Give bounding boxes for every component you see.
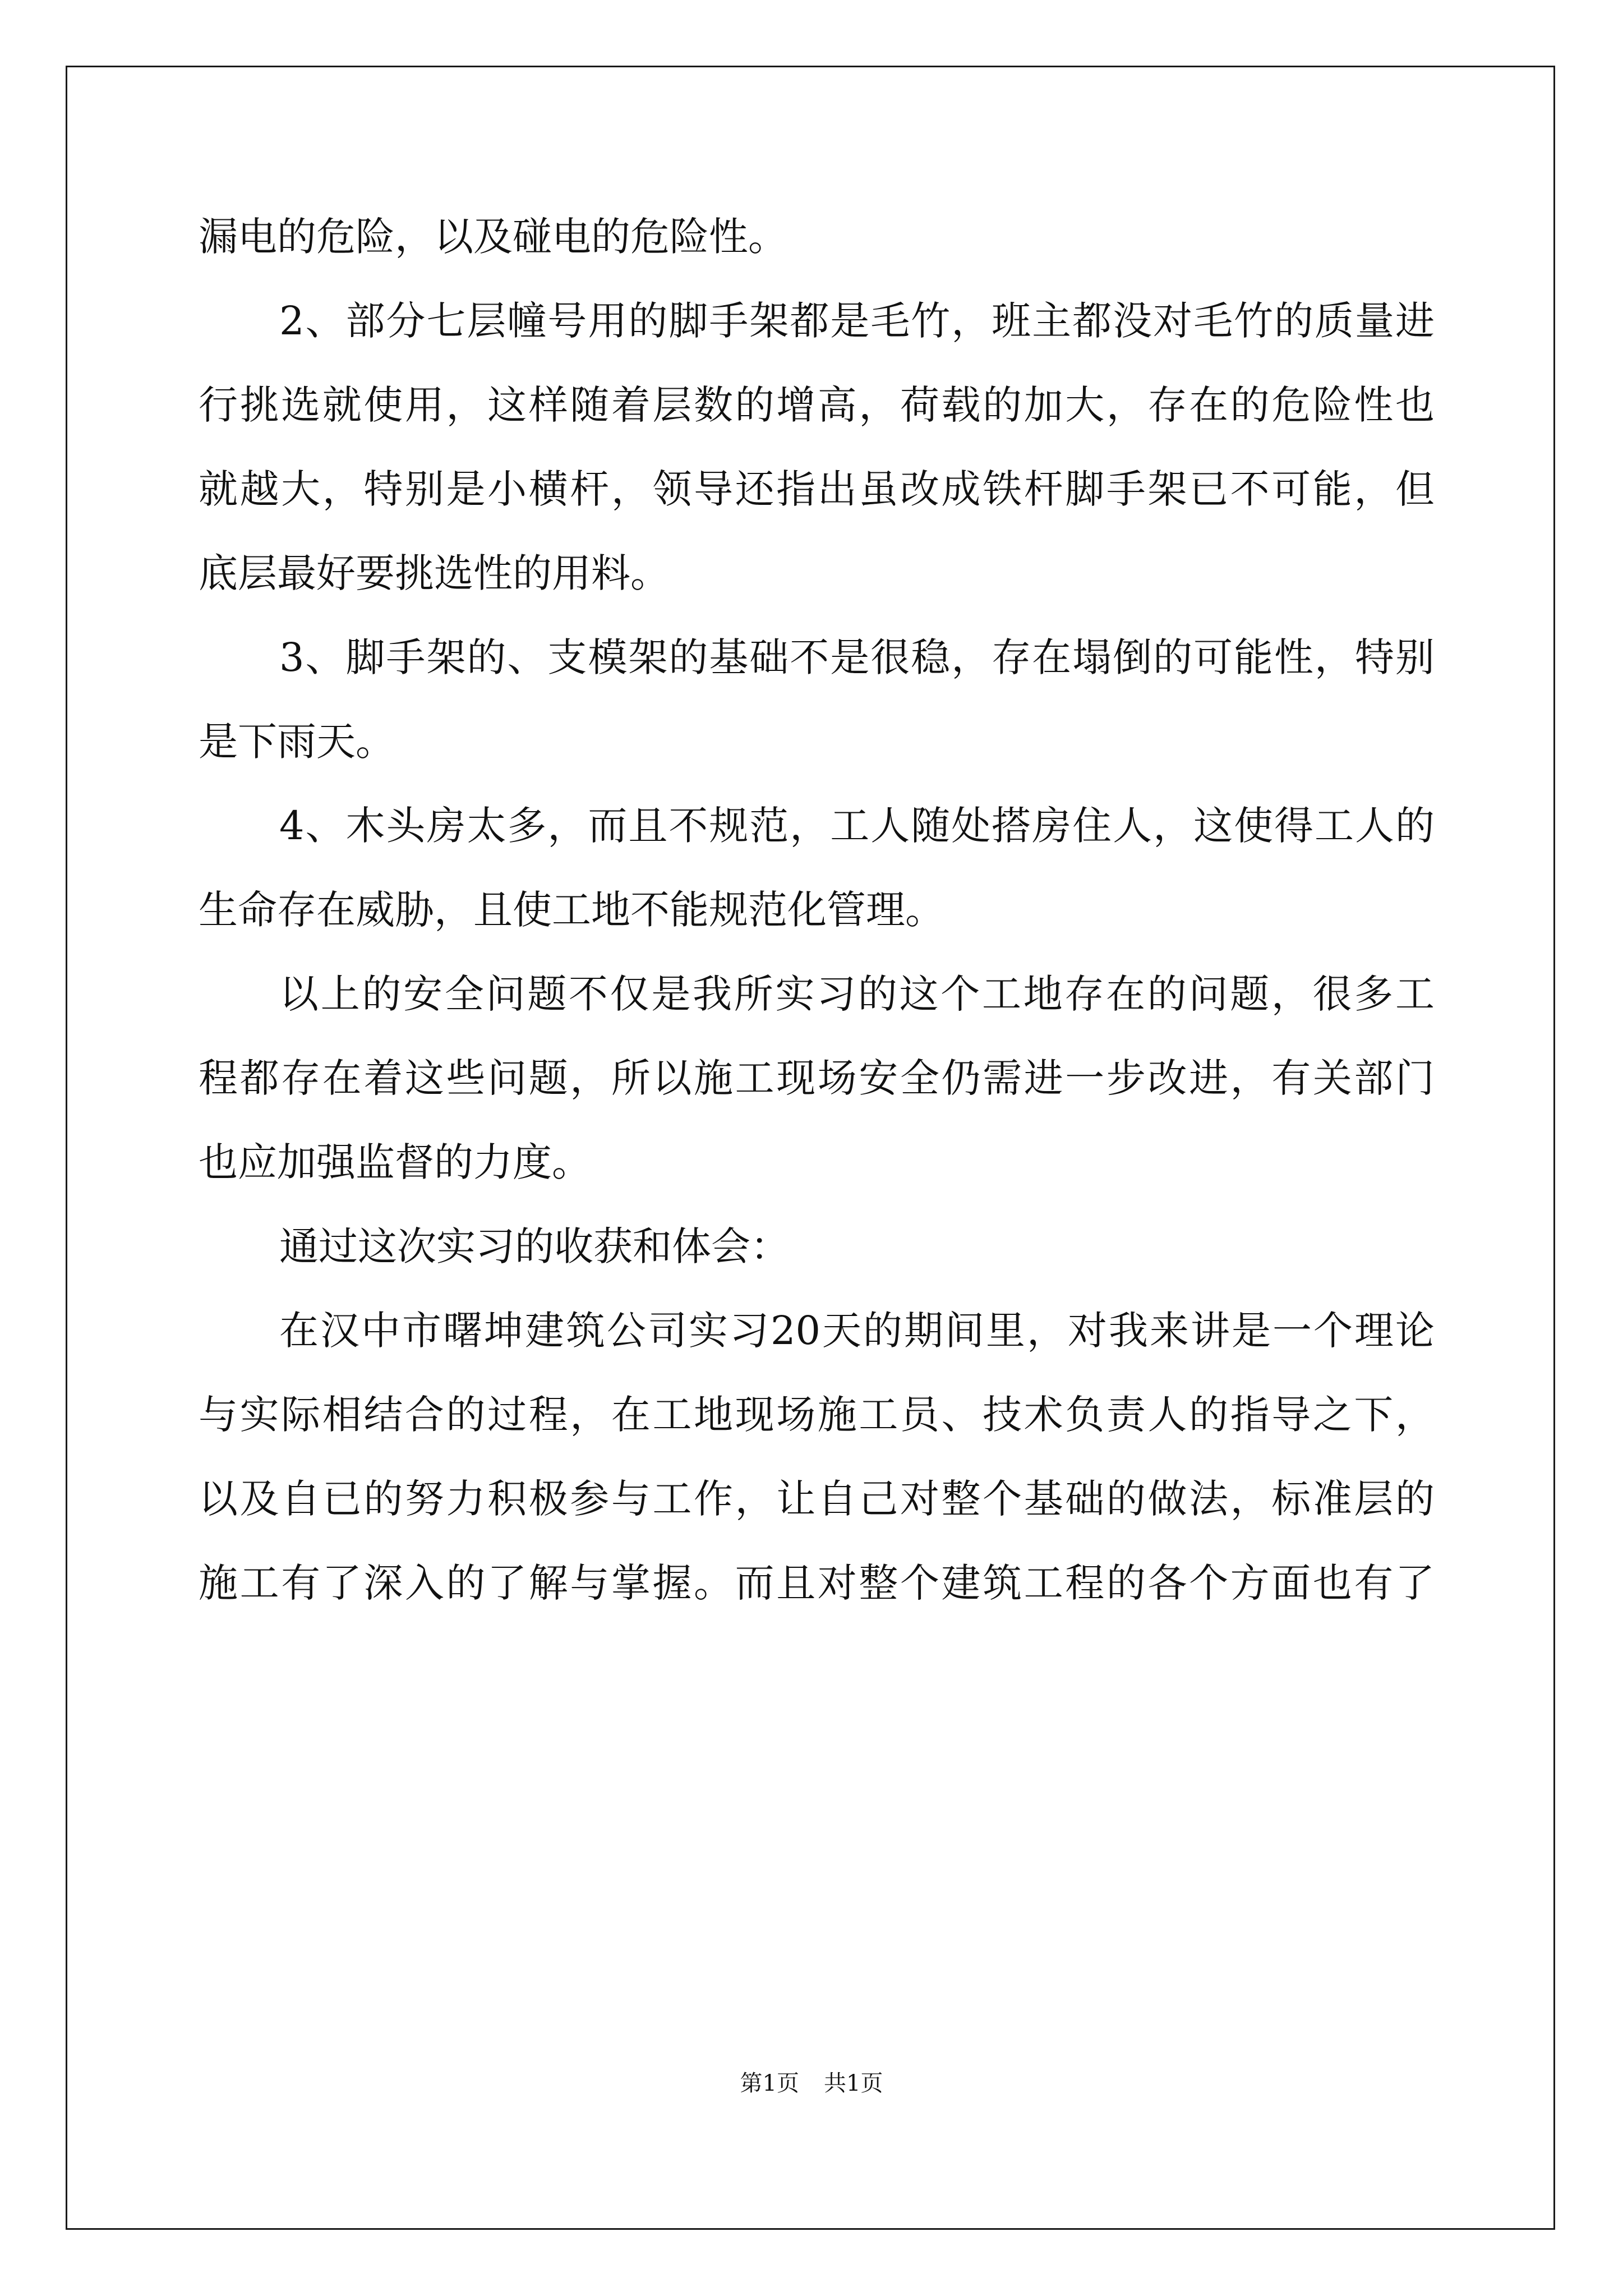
text-line: 程都存在着这些问题，所以施工现场安全仍需进一步改进，有关部门 (199, 1055, 1435, 1101)
text-line: 生命存在威胁，且使工地不能规范化管理。 (199, 887, 944, 933)
text-line: 漏电的危险，以及碰电的危险性。 (199, 214, 787, 260)
text-line: 在汉中市曙坤建筑公司实习20天的期间里，对我来讲是一个理论 (279, 1308, 1435, 1354)
page-footer (0, 2065, 1623, 2097)
page-number: 第1页 (740, 2070, 799, 2096)
text-line: 通过这次实习的收获和体会： (279, 1223, 790, 1269)
text-line: 2、部分七层幢号用的脚手架都是毛竹，班主都没对毛竹的质量进 (279, 298, 1435, 344)
text-line: 以上的安全问题不仅是我所实习的这个工地存在的问题，很多工 (279, 971, 1435, 1017)
text-line: 4、木头房太多，而且不规范，工人随处搭房住人，这使得工人的 (279, 803, 1435, 849)
text-line: 与实际相结合的过程，在工地现场施工员、技术负责人的指导之下， (199, 1392, 1435, 1438)
text-line: 3、脚手架的、支模架的基础不是很稳，存在塌倒的可能性，特别 (279, 634, 1435, 680)
text-line: 就越大，特别是小横杆，领导还指出虽改成铁杆脚手架已不可能，但 (199, 466, 1435, 512)
page-total: 共1页 (824, 2070, 883, 2096)
text-line: 以及自已的努力积极参与工作，让自己对整个基础的做法，标准层的 (199, 1476, 1435, 1522)
text-line: 是下雨天。 (199, 719, 395, 765)
text-line: 施工有了深入的了解与掌握。而且对整个建筑工程的各个方面也有了 (199, 1560, 1435, 1606)
text-line: 也应加强监督的力度。 (199, 1139, 591, 1185)
text-line: 底层最好要挑选性的用料。 (199, 550, 670, 596)
text-line: 行挑选就使用，这样随着层数的增高，荷载的加大，存在的危险性也 (199, 382, 1435, 428)
